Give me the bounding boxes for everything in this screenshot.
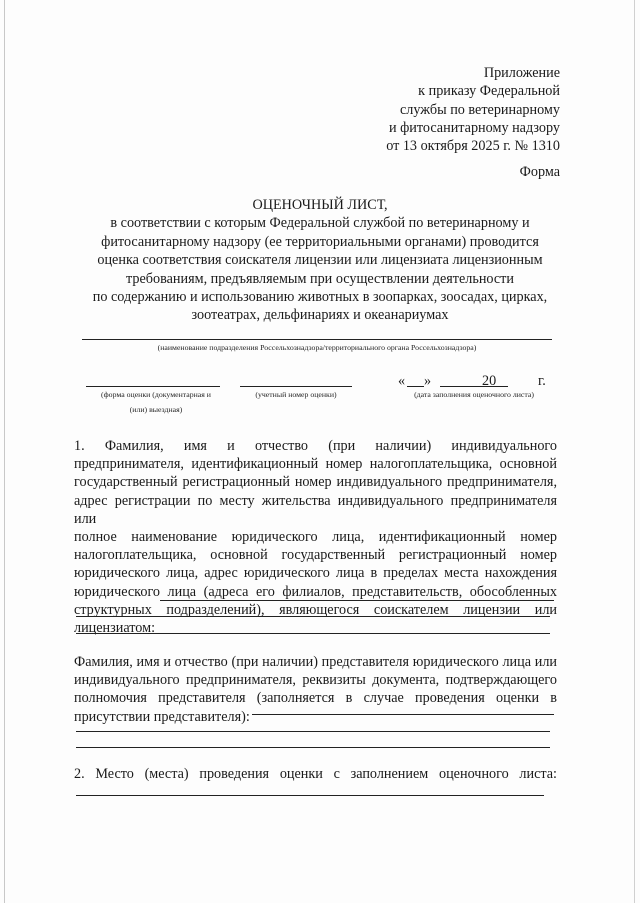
scan-left-edge [4, 0, 5, 903]
scan-right-edge [634, 0, 635, 903]
title-line: в соответствии с которым Федеральной службой по ветеринарному и [110, 215, 530, 232]
assessment-form-field[interactable] [86, 386, 220, 387]
date-caption: (дата заполнения оценочного листа) [414, 390, 534, 399]
section-1-line: государственный регистрационный номер индивидуального предпринимателя, [74, 474, 557, 491]
appendix-line: службы по ветеринарному [400, 101, 560, 118]
representative-field-line-2[interactable] [76, 731, 550, 732]
location-field-line[interactable] [76, 795, 544, 796]
unit-name-caption: (наименование подразделения Россельхознадзора/территориального органа Россельхознадзора) [157, 343, 477, 352]
date-year-prefix: 20 [482, 373, 497, 389]
applicant-field-line-1[interactable] [160, 600, 554, 601]
date-day-field[interactable] [407, 386, 424, 387]
representative-line: Фамилия, имя и отчество (при наличии) представителя юридического лица или [74, 654, 557, 670]
document-title [70, 196, 570, 325]
representative-last-line: присутствии представителя): [74, 708, 250, 725]
representative-line: полномочия представителя (заполняется в случае проведения оценки в [74, 690, 557, 707]
appendix-line: Приложение [483, 65, 560, 81]
appendix-header [386, 64, 560, 155]
section-1 [74, 437, 557, 637]
applicant-field-line-3[interactable] [76, 633, 550, 634]
title-line: оценка соответствия соискателя лицензии или лицензиата лицензионным [97, 252, 543, 269]
title-line: фитосанитарному надзору (ее территориальными органами) проводится [101, 233, 539, 250]
date-quote-close: » [424, 373, 432, 389]
section-2-text: 2. Место (места) проведения оценки с заполнением оценочного листа: [74, 766, 557, 782]
form-label: Форма [519, 164, 560, 180]
section-1-line: юридического лица, адрес юридического лица в пределах места нахождения [74, 565, 557, 582]
title-line: требованиям, предъявляемым при осуществлении деятельности [126, 270, 514, 287]
appendix-line: от 13 октября 2025 г. № 1310 [386, 138, 560, 155]
section-1-line: адрес регистрации по месту жительства индивидуального предпринимателя или [74, 492, 557, 527]
section-1-last-line: лицензиатом: [74, 620, 156, 637]
section-1-line: предпринимателя, идентификационный номер налогоплательщика, основной [74, 456, 557, 473]
representative-field-line-3[interactable] [76, 747, 550, 748]
date-year-field[interactable] [496, 386, 508, 387]
section-1-line: налогоплательщика, основной государственный регистрационный номер [74, 547, 557, 564]
assessment-form-caption: (форма оценки (документарная и [101, 390, 211, 399]
appendix-line: к приказу Федеральной [418, 83, 560, 100]
section-1-line: юридического лица (адреса его филиалов, представительств, обособленных [74, 583, 557, 600]
representative-field-line-1[interactable] [252, 714, 554, 715]
representative-line: индивидуального предпринимателя, реквизиты документа, подтверждающего [74, 672, 557, 689]
applicant-field-line-2[interactable] [76, 616, 550, 617]
appendix-line: и фитосанитарному надзору [388, 119, 560, 136]
date-quote-open: « [398, 373, 406, 389]
account-number-field[interactable] [240, 386, 352, 387]
title-heading: ОЦЕНОЧНЫЙ ЛИСТ, [252, 197, 388, 213]
title-line: по содержанию и использованию животных в зоопарках, зоосадах, цирках, [92, 289, 548, 306]
section-1-line: полное наименование юридического лица, идентификационный номер [74, 529, 557, 546]
unit-name-field[interactable] [82, 339, 552, 340]
section-1-line: структурных подразделений), являющегося соискателем лицензии или [74, 601, 557, 618]
section-1-line: 1. Фамилия, имя и отчество (при наличии) индивидуального [74, 438, 557, 454]
section-2 [74, 765, 557, 783]
title-line: зоотеатрах, дельфинариях и океанариумах [191, 307, 449, 324]
account-number-caption: (учетный номер оценки) [255, 390, 337, 399]
assessment-form-caption-2: (или) выездная) [129, 405, 183, 414]
date-year-suffix: г. [538, 373, 546, 389]
